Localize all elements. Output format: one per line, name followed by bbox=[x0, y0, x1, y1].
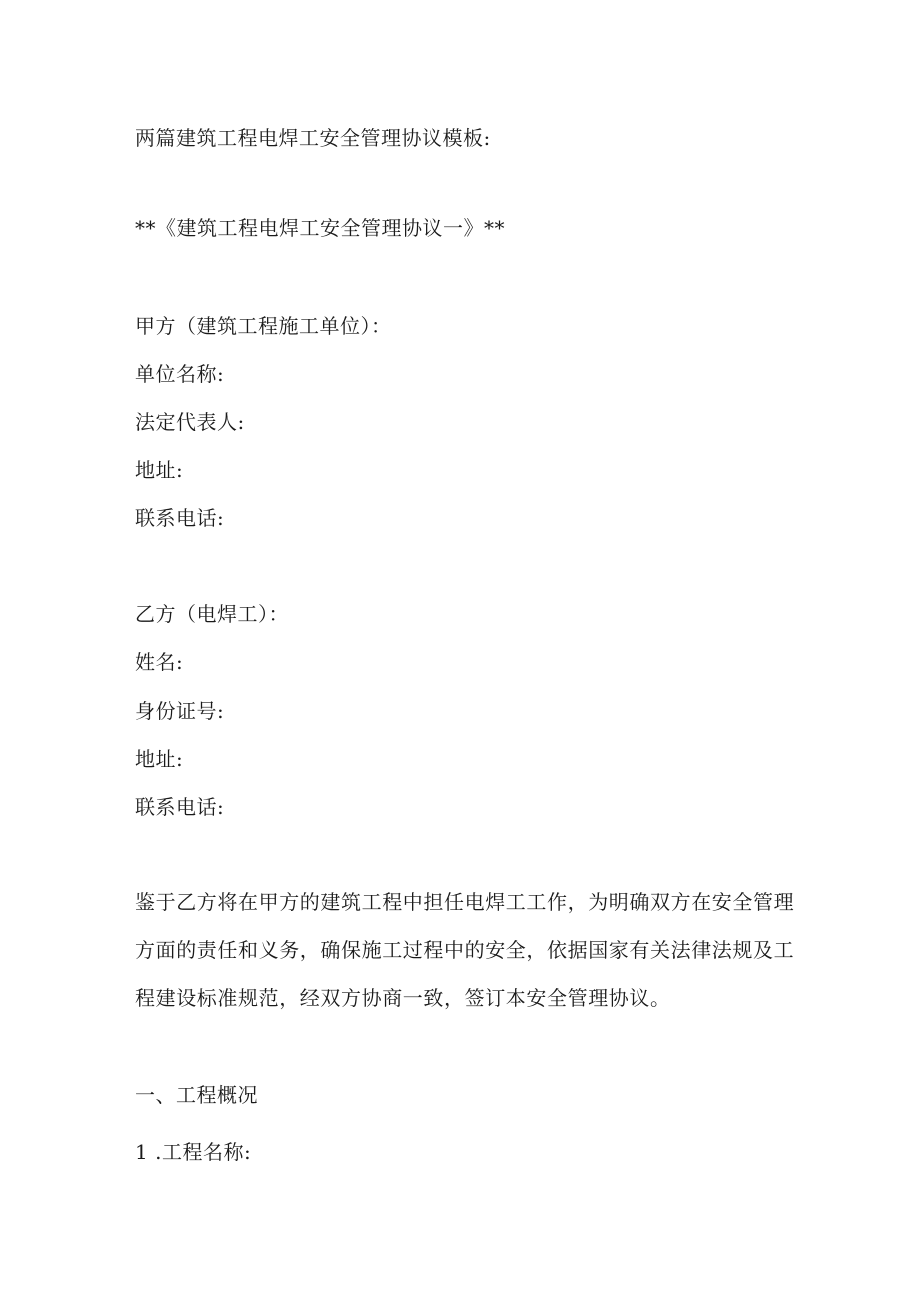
party-a-legal-rep: 法定代表人: bbox=[135, 410, 245, 434]
party-a-address: 地址: bbox=[135, 458, 184, 482]
agreement-subtitle: **《建筑工程电焊工安全管理协议一》** bbox=[135, 216, 505, 240]
section-1-heading: 一、工程概况 bbox=[135, 1083, 258, 1107]
preamble-line: 方面的责任和义务，确保施工过程中的安全，依据国家有关法律法规及工 bbox=[135, 938, 795, 962]
party-b-id-number: 身份证号: bbox=[135, 699, 225, 723]
party-b-heading: 乙方（电焊工）： bbox=[135, 602, 289, 626]
section-1-item-1: 1 .工程名称: bbox=[135, 1140, 252, 1164]
preamble-line: 鉴于乙方将在甲方的建筑工程中担任电焊工工作，为明确双方在安全管理 bbox=[135, 890, 795, 914]
party-b-name: 姓名: bbox=[135, 650, 184, 674]
party-a-phone: 联系电话: bbox=[135, 506, 225, 530]
preamble-line: 程建设标准规范，经双方协商一致，签订本安全管理协议。 bbox=[135, 986, 671, 1010]
document-title: 两篇建筑工程电焊工安全管理协议模板: bbox=[135, 126, 491, 150]
party-b-phone: 联系电话: bbox=[135, 795, 225, 819]
party-a-unit-name: 单位名称: bbox=[135, 362, 225, 386]
party-a-heading: 甲方（建筑工程施工单位）： bbox=[135, 314, 392, 338]
preamble-paragraph bbox=[135, 878, 795, 1022]
party-b-address: 地址: bbox=[135, 747, 184, 771]
